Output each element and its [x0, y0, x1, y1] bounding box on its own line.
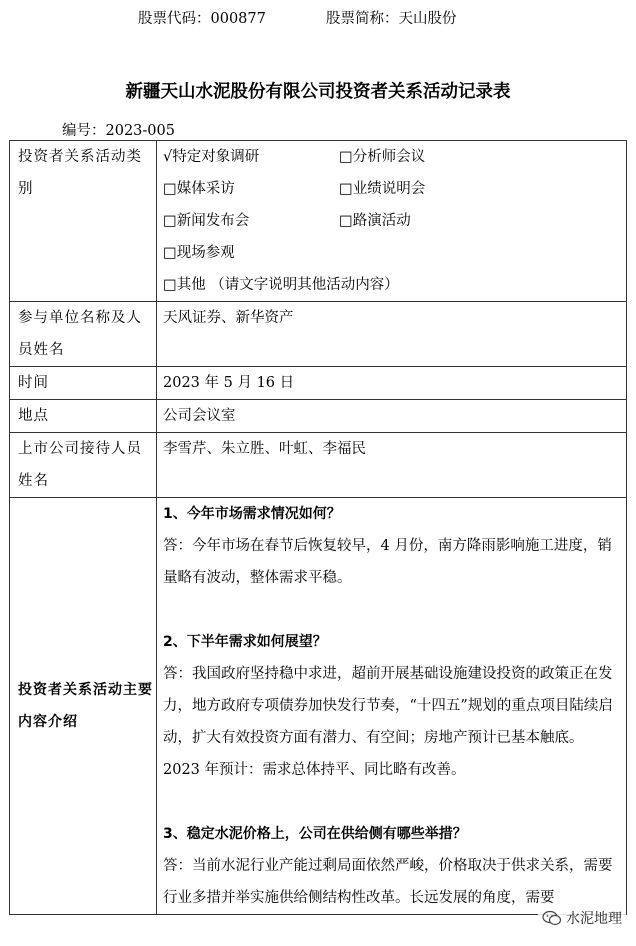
option-roadshow[interactable]: □路演活动	[339, 213, 411, 229]
option-press-conference[interactable]: □新闻发布会	[163, 213, 250, 229]
option-site-visit[interactable]: □现场参观	[163, 245, 235, 261]
option-media-interview[interactable]: □媒体采访	[163, 181, 235, 197]
time-label: 时间	[10, 367, 157, 400]
document-title: 新疆天山水泥股份有限公司投资者关系活动记录表	[125, 82, 511, 102]
option-other[interactable]: □其他 （请文字说明其他活动内容）	[163, 277, 399, 293]
wechat-icon	[542, 910, 562, 926]
participants-value: 天风证券、新华资产	[157, 302, 627, 367]
checkbox-icon: □	[339, 213, 353, 229]
question-3: 3、稳定水泥价格上，公司在供给侧有哪些举措？	[163, 826, 467, 842]
stock-code: 股票代码：000877	[138, 11, 266, 27]
watermark	[538, 906, 626, 930]
content-label: 投资者关系活动主要内容介绍	[10, 498, 157, 915]
participants-label: 参与单位名称及人员姓名	[10, 302, 157, 367]
receivers-label: 上市公司接待人员姓名	[10, 433, 157, 498]
option-earnings-call[interactable]: □业绩说明会	[339, 181, 426, 197]
row-time	[10, 367, 627, 400]
row-receivers	[10, 433, 627, 498]
checked-mark-icon: √	[163, 149, 173, 165]
record-table	[9, 140, 627, 915]
row-location	[10, 400, 627, 433]
time-value: 2023 年 5 月 16 日	[157, 367, 627, 400]
row-content	[10, 498, 627, 915]
row-activity-type	[10, 141, 627, 302]
checkbox-icon: □	[163, 213, 177, 229]
document-number: 编号：2023-005	[62, 123, 175, 139]
activity-type-label: 投资者关系活动类别	[10, 141, 157, 302]
location-value: 公司会议室	[157, 400, 627, 433]
answer-1: 答：今年市场在春节后恢复较早，4 月份，南方降雨影响施工进度，销量略有波动，整体需求平稳。	[163, 538, 612, 586]
content-value	[157, 498, 627, 915]
checkbox-icon: □	[163, 181, 177, 197]
checkbox-icon: □	[163, 277, 177, 293]
checkbox-icon: □	[339, 181, 353, 197]
row-participants	[10, 302, 627, 367]
option-specific-research[interactable]: √特定对象调研	[163, 149, 260, 165]
receivers-value: 李雪芹、朱立胜、叶虹、李福民	[157, 433, 627, 498]
answer-2: 答：我国政府坚持稳中求进，超前开展基础设施建设投资的政策正在发力，地方政府专项债券加快发行节奏，“十四五”规划的重点项目陆续启动，扩大有效投资方面有潜力、有空间；房地产预计已基本触底。2023 年预计：需求总体持平、同比略有改善。	[163, 666, 613, 778]
location-label: 地点	[10, 400, 157, 433]
stock-name: 股票简称：天山股份	[326, 11, 457, 27]
checkbox-icon: □	[163, 245, 177, 261]
watermark-text: 水泥地理	[566, 911, 622, 927]
activity-type-options	[157, 141, 627, 302]
question-1: 1、今年市场需求情况如何？	[163, 506, 341, 522]
answer-3: 答：当前水泥行业产能过剩局面依然严峻，价格取决于供求关系，需要行业多措并举实施供给侧结构性改革。长远发展的角度，需要	[163, 858, 613, 906]
question-2: 2、下半年需求如何展望？	[163, 634, 327, 650]
option-analyst-meeting[interactable]: □分析师会议	[339, 149, 426, 165]
checkbox-icon: □	[339, 149, 353, 165]
